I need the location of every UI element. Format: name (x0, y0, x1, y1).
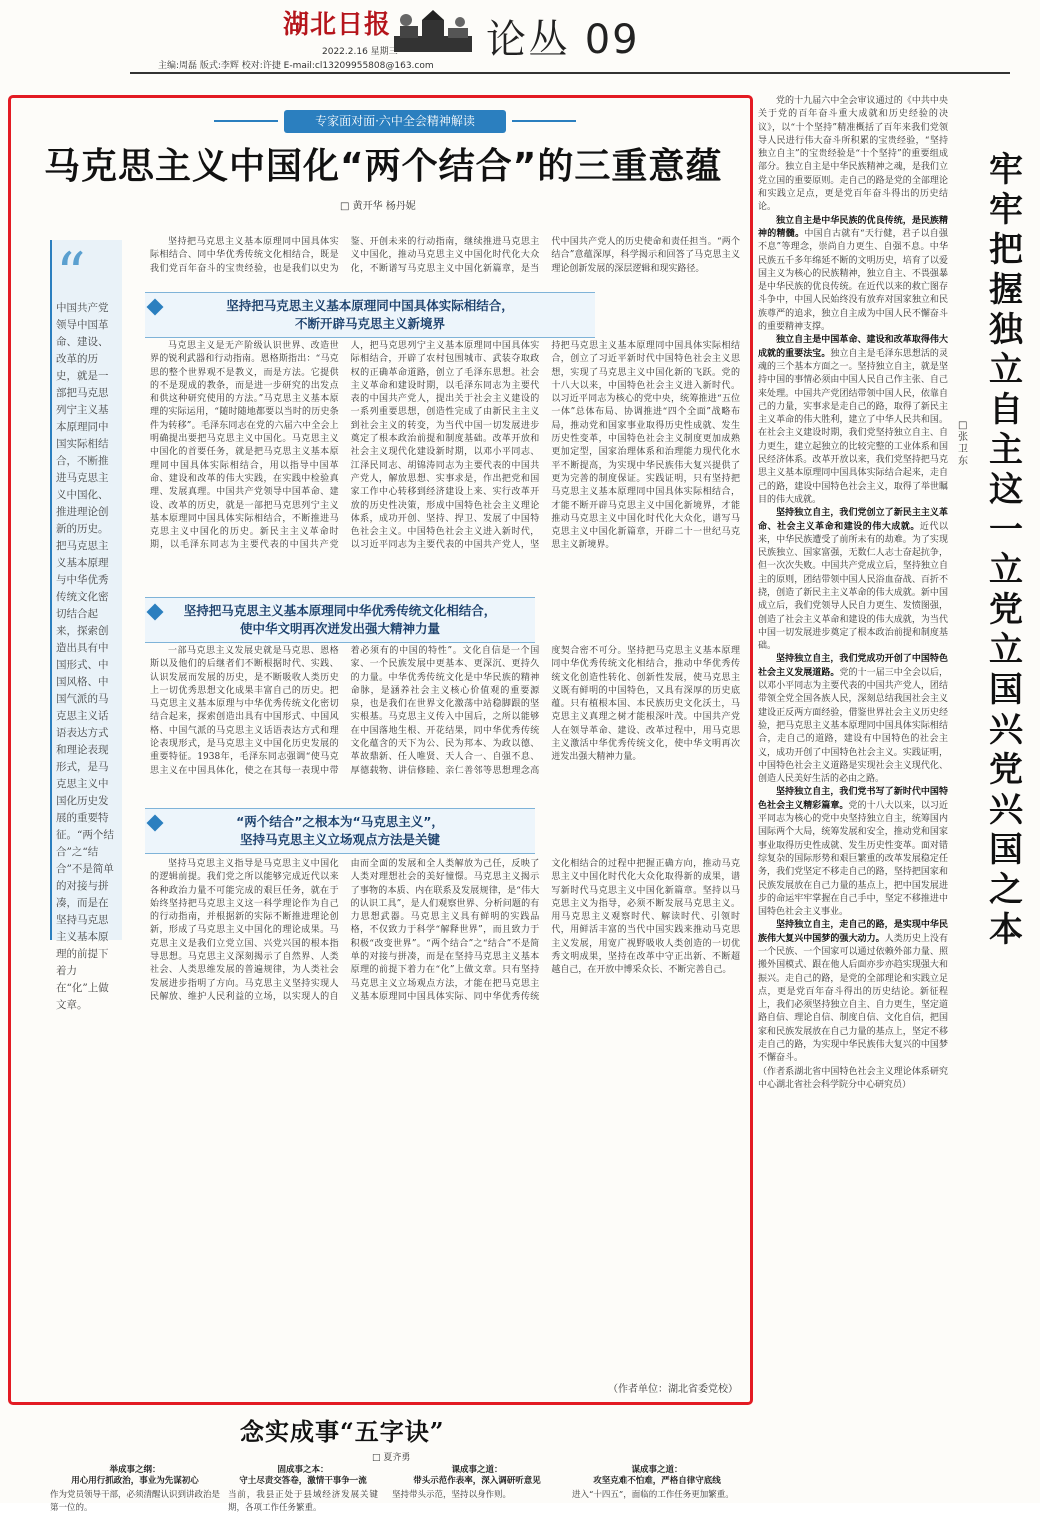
right-paragraph: 党的十九届六中全会审议通过的《中共中央关于党的百年奋斗重大成就和历史经验的决议》，以“十个坚持”精准概括了百年来我们党领导人民进行伟大奋斗所积累的宝贵经验，“坚持独立自主”的宝贵经验是“十个坚持”的重要组成部分。独立自主是中华民族精神之魂，是我们立党立国的重要原则。走自己的路是党的全部理论和实践立足点，更是党百年奋斗得出的历史结论。 (758, 96, 948, 213)
section-heading-3: “两个结合”之根本为“马克思主义”， 坚持马克思主义立场观点方法是关键 (145, 808, 535, 854)
section-heading-1: 坚持把马克思主义基本原理同中国具体实际相结合， 不断开辟马克思主义新境界 (145, 292, 595, 338)
building-illustration-icon (392, 6, 474, 56)
lower-subhead: 固成事之本： 守土尽责交答卷，激情干事争一流 (239, 1465, 367, 1486)
lower-author-note (572, 1478, 573, 1479)
masthead (0, 0, 1040, 86)
lower-column-text: 作为党员领导干部，必须清醒认识到讲政治是第一位的。 (50, 1490, 221, 1513)
issue-date: 2022.2.16 星期三 (322, 47, 398, 57)
right-paragraph: 坚持独立自主，走自己的路，是实现中华民族伟大复兴中国梦的强大动力。人类历史上没有一个民族、一个国家可以通过依赖外部力量、照搬外国模式、跟在他人后面亦步亦趋实现强大和振兴。走自己的路，是党的全部理论和实践立足点，更是党百年奋斗得出的历史结论。新征程上，我们必须坚持独立自主、自力更生，坚定道路自信、理论自信、制度自信、文化自信，把国家和民族发展放在自己力量的基点上，坚定不移走自己的路，为实现中华民族伟大复兴的中国梦不懈奋斗。 (758, 920, 948, 1064)
lower-column-extra (392, 1478, 393, 1479)
masthead-rule (130, 72, 1010, 74)
right-article-byline: □ 张卫东 (958, 420, 968, 467)
quote-mark-icon: “ (56, 240, 86, 308)
right-paragraph: 独立自主是中华民族的优良传统，是民族精神的精髓。中国自古就有“天行健，君子以自强不息”等理念，崇尚自力更生、自强不息。中华民族五千多年绵延不断的文明历史，培育了以爱国主义为核心的民族精神，独立自主、不畏强暴是中华民族的优良传统。在近代以来的救亡图存斗争中，中国人民始终没有放弃对国家独立和民族尊严的追求，独立自主成为中国人民不懈奋斗的重要精神支撑。 (758, 215, 948, 333)
editor-credits: 主编:周磊 版式:李辉 校对:许捷 E-mail:cl13209955808@163.com (158, 61, 434, 71)
right-paragraph: 坚持独立自主，我们党成功开创了中国特色社会主义发展道路。党的十一届三中全会以后，以邓小平同志为主要代表的中国共产党人，团结带领全党全国各族人民，深刻总结我国社会主义建设正反两方面经验，借鉴世界社会主义历史经验，把马克思主义基本原理同中国具体实际相结合，走自己的道路，建设有中国特色的社会主义，成功开创了中国特色社会主义。实践证明，中国特色社会主义道路是实现社会主义现代化、创造人民美好生活的必由之路。 (758, 654, 948, 785)
lower-article-byline: □ 夏齐勇 (372, 1453, 411, 1463)
right-author-note: （作者系湖北省中国特色社会主义理论体系研究中心湖北省社会科学院分中心研究员） (758, 1066, 948, 1090)
badge-rule-left (214, 120, 278, 122)
lower-column-text: 当前，我县正处于县域经济发展关键期，各项工作任务繁重。 (228, 1490, 378, 1513)
lower-subhead: 课成事之道： 带头示范作表率，深入调研听意见 (413, 1465, 541, 1486)
section-body-2: 一部马克思主义发展史就是马克思、恩格斯以及他们的后继者们不断根据时代、实践、认识发展而发展的历史，是不断吸收人类历史上一切优秀思想文化成果丰富自己的历史。把马克思主义基本原理与中华优秀传统文化密切结合起来，探索创造出具有中国形式、中国风格、中国气派的马克思主义话语表达方式和理论表现形式，是马克思主义中国化历史发展的重要特征。1938年，毛泽东同志强调“使马克思主义在中国具体化，使之在其每一表现中带着必须有的中国的特性”。文化自信是一个国家、一个民族发展中更基本、更深沉、更持久的力量。中华优秀传统文化是中华民族的精神命脉，是涵养社会主义核心价值观的重要源泉，也是我们在世界文化激荡中站稳脚跟的坚实根基。马克思主义传入中国后，之所以能够在中国落地生根、开花结果，同中华优秀传统文化蕴含的天下为公、民为邦本、为政以德、革故鼎新、任人唯贤、天人合一、自强不息、厚德载物、讲信修睦、亲仁善邻等思想理念高度契合密不可分。坚持把马克思主义基本原理同中华优秀传统文化相结合，推动中华优秀传统文化创造性转化、创新性发展，使马克思主义既有鲜明的中国特色，又具有深厚的历史底蕴。只有植根本国、本民族历史文化沃土，马克思主义真理之树才能根深叶茂。中国共产党人在领导革命、建设、改革过程中，用马克思主义激活中华优秀传统文化，使中华文明再次迸发出强大精神力量。 (150, 646, 740, 776)
pull-quote-text: 中国共产党领导中国革命、建设、改革的历史，就是一部把马克思列宁主义基本原理同中国实际相结合，不断推进马克思主义中国化、推进理论创新的历史。把马克思主义基本原理与中华优秀传统文化密切结合起来，探索创造出具有中国形式、中国风格、中国气派的马克思主义话语表达方式和理论表现形式，是马克思主义中国化历史发展的重要特征。“两个结合”之“结合”不是简单的对接与拼凑，而是在坚持马克思主义基本原理的前提下着力在“化”上做文章。 (56, 302, 114, 1011)
right-paragraph: 坚持独立自主，我们党创立了新民主主义革命、社会主义革命和建设的伟大成就。近代以来，中华民族遭受了前所未有的劫难。为了实现民族独立、国家富强，无数仁人志士奋起抗争，但一次次失败。中国共产党成立后，坚持独立自主的原则，团结带领中国人民浴血奋战、百折不挠，创造了新民主主义革命的伟大成就。新中国成立后，我们党领导人民自力更生、发愤图强，创造了社会主义革命和建设的伟大成就，为当代中国一切发展进步奠定了根本政治前提和制度基础。 (758, 508, 948, 652)
column-badge: 专家面对面·六中全会精神解读 (284, 110, 506, 133)
section-heading-2: 坚持把马克思主义基本原理同中华优秀传统文化相结合， 使中华文明再次迸发出强大精神力量 (145, 597, 535, 643)
newspaper-logo: 湖北日报 (283, 10, 392, 40)
right-paragraph: 坚持独立自主，我们党书写了新时代中国特色社会主义精彩篇章。党的十八大以来，以习近平同志为核心的党中央坚持独立自主，统筹国内国际两个大局，统筹发展和安全，推动党和国家事业取得历史性成就、发生历史性变革。面对错综复杂的国际形势和艰巨繁重的改革发展稳定任务，我们党坚定不移走自己的路，坚持把国家和民族发展放在自己力量的基点上，把中国发展进步的命运牢牢掌握在自己手中，坚定不移推进中国特色社会主义事业。 (758, 787, 948, 918)
lower-subhead: 举成事之纲： 用心用行抓政治，事业为先谋初心 (71, 1465, 199, 1486)
author-unit-note: （作者单位：湖北省委党校） (608, 1384, 738, 1395)
section-body-3: 坚持马克思主义指导是马克思主义中国化的逻辑前提。我们党之所以能够完成近代以来各种政治力量不可能完成的艰巨任务，就在于始终坚持把马克思主义这一科学理论作为自己的行动指南，并根据新的实际不断推进理论创新，形成了马克思主义中国化的理论成果。马克思主义是我们立党立国、兴党兴国的根本指导思想。马克思主义深刻揭示了自然界、人类社会、人类思维发展的普遍规律，为人类社会发展进步指明了方向。马克思主义坚持实现人民解放、维护人民利益的立场，以实现人的自由而全面的发展和全人类解放为己任，反映了人类对理想社会的美好憧憬。马克思主义揭示了事物的本质、内在联系及发展规律，是“伟大的认识工具”，是人们观察世界、分析问题的有力思想武器。马克思主义具有鲜明的实践品格，不仅致力于科学“解释世界”，而且致力于积极“改变世界”。“两个结合”之“结合”不是简单的对接与拼凑，而是在坚持马克思主义基本原理的前提下着力在“化”上做文章。只有坚持马克思主义立场观点方法，才能在把马克思主义基本原理同中国具体实际、同中华优秀传统文化相结合的过程中把握正确方向，推动马克思主义中国化时代化大众化取得新的成果，谱写新时代马克思主义中国化新篇章。坚持以马克思主义为指导，必须不断发展马克思主义。用马克思主义观察时代、解读时代、引领时代，用鲜活丰富的当代中国实践来推动马克思主义发展，用宽广视野吸收人类创造的一切优秀文明成果，坚持在改革中守正出新、不断超越自己，在开放中博采众长、不断完善自己。 (150, 859, 740, 1002)
section-title: 论丛 09 (486, 17, 640, 63)
article-headline: 马克思主义中国化“两个结合”的三重意蕴 (44, 146, 723, 187)
right-article-headline: 牢牢把握独立自主这一立党立国兴党兴国之本 (989, 150, 1023, 950)
article-byline: □ 黄开华 杨丹妮 (340, 201, 416, 212)
lower-column-text: 坚持带头示范，坚持以身作则。 (392, 1490, 512, 1500)
badge-rule-right (512, 120, 576, 122)
lower-subhead: 谋成事之道： 攻坚克难不怕难，严格自律守底线 (593, 1465, 721, 1486)
lower-column-text: 进入“十四五”，面临的工作任务更加繁重。 (572, 1490, 734, 1500)
lower-subhead-extra (228, 1478, 229, 1479)
right-article-body (758, 95, 948, 1490)
section-body-1: 马克思主义是无产阶级认识世界、改造世界的锐利武器和行动指南。恩格斯指出：“马克思的整个世界观不是教义，而是方法。它提供的不是现成的教条，而是进一步研究的出发点和供这种研究使用的方法。”马克思主义基本原理的实际运用，“随时随地都要以当时的历史条件为转移”。毛泽东同志在党的六届六中全会上明确提出要把马克思主义中国化。马克思主义中国化的首要任务，就是把马克思主义基本原理同中国具体实际相结合，用以指导中国革命、建设和改革的伟大实践，在实践中检验真理、发展真理。中国共产党领导中国革命、建设、改革的历史，就是一部把马克思列宁主义基本原理同中国具体实际相结合，不断推进马克思主义中国化的历史。新民主主义革命时期，以毛泽东同志为主要代表的中国共产党人，把马克思列宁主义基本原理同中国具体实际相结合，开辟了农村包围城市、武装夺取政权的正确革命道路，创立了毛泽东思想。社会主义革命和建设时期，以毛泽东同志为主要代表的中国共产党人，提出关于社会主义建设的一系列重要思想，创造性完成了由新民主主义到社会主义的转变，为当代中国一切发展进步奠定了根本政治前提和制度基础。改革开放和社会主义现代化建设新时期，以邓小平同志、江泽民同志、胡锦涛同志为主要代表的中国共产党人，解放思想、实事求是，作出把党和国家工作中心转移到经济建设上来、实行改革开放的历史性决策，形成中国特色社会主义理论体系，成功开创、坚持、捍卫、发展了中国特色社会主义。中国特色社会主义进入新时代，以习近平同志为主要代表的中国共产党人，坚持把马克思主义基本原理同中国具体实际相结合，创立了习近平新时代中国特色社会主义思想，实现了马克思主义中国化新的飞跃。党的十八大以来，中国特色社会主义进入新时代。以习近平同志为核心的党中央，统筹推进“五位一体”总体布局、协调推进“四个全面”战略布局，推动党和国家事业取得历史性成就、发生历史性变革，中国特色社会主义制度更加成熟更加定型，国家治理体系和治理能力现代化水平不断提高，为实现中华民族伟大复兴提供了更为完善的制度保证。实践证明，只有坚持把马克思主义基本原理同中国具体实际相结合，才能不断开辟马克思主义中国化新境界，才能推动马克思主义中国化时代化大众化，谱写马克思主义中国化新篇章，开辟二十一世纪马克思主义新境界。 (150, 341, 740, 551)
right-paragraph: 独立自主是中国革命、建设和改革取得伟大成就的重要法宝。独立自主是毛泽东思想活的灵魂的三个基本方面之一。坚持独立自主，就是坚持中国的事情必须由中国人民自己作主张、自己来处理。中国共产党团结带领中国人民，依靠自己的力量，实事求是走自己的路，取得了新民主主义革命的伟大胜利，建立了中华人民共和国。在社会主义建设时期，我们党坚持独立自主、自力更生，建立起独立的比较完整的工业体系和国民经济体系。改革开放以来，我们党坚持把马克思主义基本原理同中国具体实际结合起来，走自己的路，建设中国特色社会主义，取得了举世瞩目的伟大成就。 (758, 335, 948, 505)
lower-article-headline: 念实成事“五字诀” (240, 1417, 445, 1446)
article-intro: 坚持把马克思主义基本原理同中国具体实际相结合、同中华优秀传统文化相结合，既是我们党百年奋斗的宝贵经验，也是我们以史为鉴、开创未来的行动指南，继续推进马克思主义中国化，推动马克思主义中国化时代化大众化，不断谱写马克思主义中国化新篇章，是当代中国共产党人的历史使命和责任担当。“两个结合”意蕴深厚，科学揭示和回答了马克思主义理论创新发展的深层逻辑和现实路径。 (150, 237, 740, 274)
